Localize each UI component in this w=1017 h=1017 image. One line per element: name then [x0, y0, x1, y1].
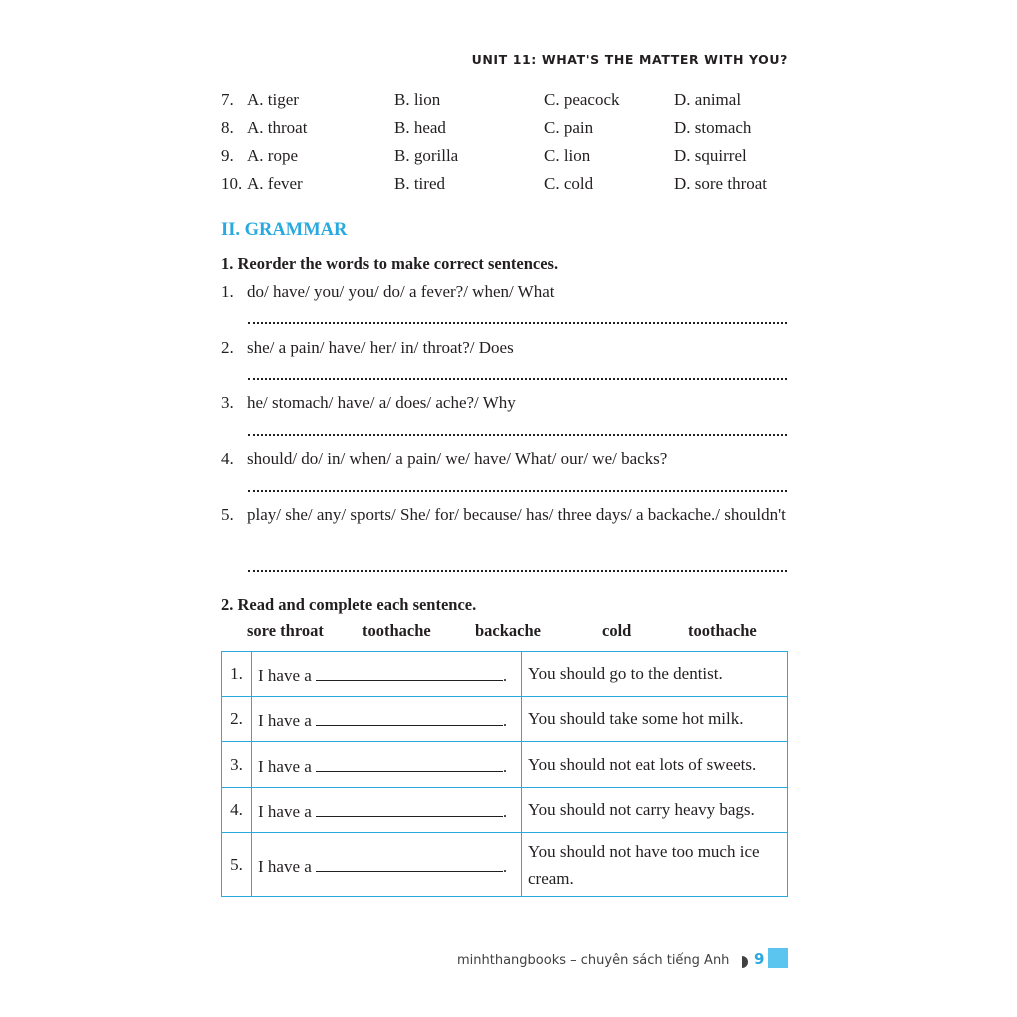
row-number: 3.: [222, 742, 252, 788]
sentence-cell: [252, 652, 522, 697]
advice-cell: You should not eat lots of sweets.: [522, 742, 788, 788]
word-bank-item: toothache: [362, 621, 431, 640]
sentence-end: .: [502, 711, 508, 730]
footer-publisher: minhthangbooks – chuyên sách tiếng Anh: [457, 953, 730, 968]
advice-cell: You should go to the dentist.: [522, 652, 788, 697]
option-a: A. rope: [247, 146, 298, 165]
option-d: D. stomach: [674, 118, 752, 137]
sentence-cell: [252, 742, 522, 788]
item-number: 3.: [221, 393, 234, 412]
item-number: 1.: [221, 282, 234, 301]
table-row: [222, 833, 788, 897]
sentence-end: .: [502, 666, 508, 685]
option-c: C. peacock: [544, 90, 620, 109]
sentence-end: .: [502, 756, 508, 776]
answer-line[interactable]: [248, 490, 787, 492]
option-b: B. tired: [394, 174, 445, 193]
table-row: [222, 652, 788, 697]
table-row: [222, 788, 788, 833]
item-number: 2.: [221, 338, 234, 357]
vocab-number: 10.: [221, 174, 243, 193]
option-c: C. lion: [544, 146, 591, 165]
vocab-number: 7.: [221, 90, 234, 109]
item-number: 5.: [221, 505, 234, 524]
sentence-cell: [252, 788, 522, 833]
vocab-number: 9.: [221, 146, 234, 165]
blank-answer[interactable]: [316, 662, 503, 681]
blank-answer[interactable]: [316, 753, 503, 772]
answer-line[interactable]: [248, 322, 787, 324]
row-number: 4.: [222, 788, 252, 833]
option-c: C. pain: [544, 118, 594, 137]
option-a: A. throat: [247, 118, 308, 137]
option-d: D. animal: [674, 90, 742, 109]
unit-header: UNIT 11: WHAT'S THE MATTER WITH YOU?: [471, 52, 788, 67]
sentence-end: .: [502, 802, 508, 821]
sentence-prompt: I have a: [258, 666, 312, 685]
answer-line[interactable]: [248, 378, 787, 380]
sentence-prompt: I have a: [258, 802, 312, 821]
sentence-end: .: [502, 856, 508, 876]
option-b: B. head: [394, 118, 446, 137]
sentence-prompt: I have a: [258, 756, 312, 776]
option-b: B. gorilla: [394, 146, 459, 165]
half-circle-icon: [742, 956, 749, 968]
advice-cell: You should not carry heavy bags.: [522, 788, 788, 833]
exercise-1-title: 1. Reorder the words to make correct sentences.: [221, 254, 559, 273]
word-bank-item: sore throat: [247, 621, 324, 640]
answer-line[interactable]: [248, 570, 787, 572]
word-bank-item: cold: [602, 621, 632, 640]
sentence-cell: [252, 833, 522, 897]
item-words: play/ she/ any/ sports/ She/ for/ because/ has/ three days/ a backache./ shouldn't: [247, 505, 786, 524]
option-c: C. cold: [544, 174, 594, 193]
option-d: D. sore throat: [674, 174, 768, 193]
sentence-prompt: I have a: [258, 711, 312, 730]
advice-cell: You should take some hot milk.: [522, 697, 788, 742]
advice-cell: You should not have too much ice cream.: [522, 833, 788, 897]
completion-table: [221, 651, 788, 897]
sentence-prompt: I have a: [258, 856, 312, 876]
page-number: 9: [754, 950, 765, 968]
item-number: 4.: [221, 449, 234, 468]
item-words: should/ do/ in/ when/ a pain/ we/ have/ What/ our/ we/ backs?: [247, 449, 668, 468]
word-bank-item: backache: [475, 621, 541, 640]
row-number: 5.: [222, 833, 252, 897]
answer-line[interactable]: [248, 434, 787, 436]
row-number: 2.: [222, 697, 252, 742]
option-d: D. squirrel: [674, 146, 747, 165]
table-row: [222, 697, 788, 742]
exercise-2-title: 2. Read and complete each sentence.: [221, 595, 477, 614]
blank-answer[interactable]: [316, 798, 503, 817]
row-number: 1.: [222, 652, 252, 697]
blank-answer[interactable]: [316, 707, 503, 726]
option-a: A. tiger: [247, 90, 299, 109]
option-a: A. fever: [247, 174, 303, 193]
item-words: he/ stomach/ have/ a/ does/ ache?/ Why: [247, 393, 516, 412]
section-title-grammar: II. GRAMMAR: [221, 220, 348, 240]
option-b: B. lion: [394, 90, 441, 109]
blank-answer[interactable]: [316, 853, 503, 872]
word-bank-item: toothache: [688, 621, 757, 640]
item-words: she/ a pain/ have/ her/ in/ throat?/ Does: [247, 338, 514, 357]
item-words: do/ have/ you/ you/ do/ a fever?/ when/ What: [247, 282, 555, 301]
page-marker: [768, 948, 788, 968]
vocab-number: 8.: [221, 118, 234, 137]
table-row: [222, 742, 788, 788]
sentence-cell: [252, 697, 522, 742]
